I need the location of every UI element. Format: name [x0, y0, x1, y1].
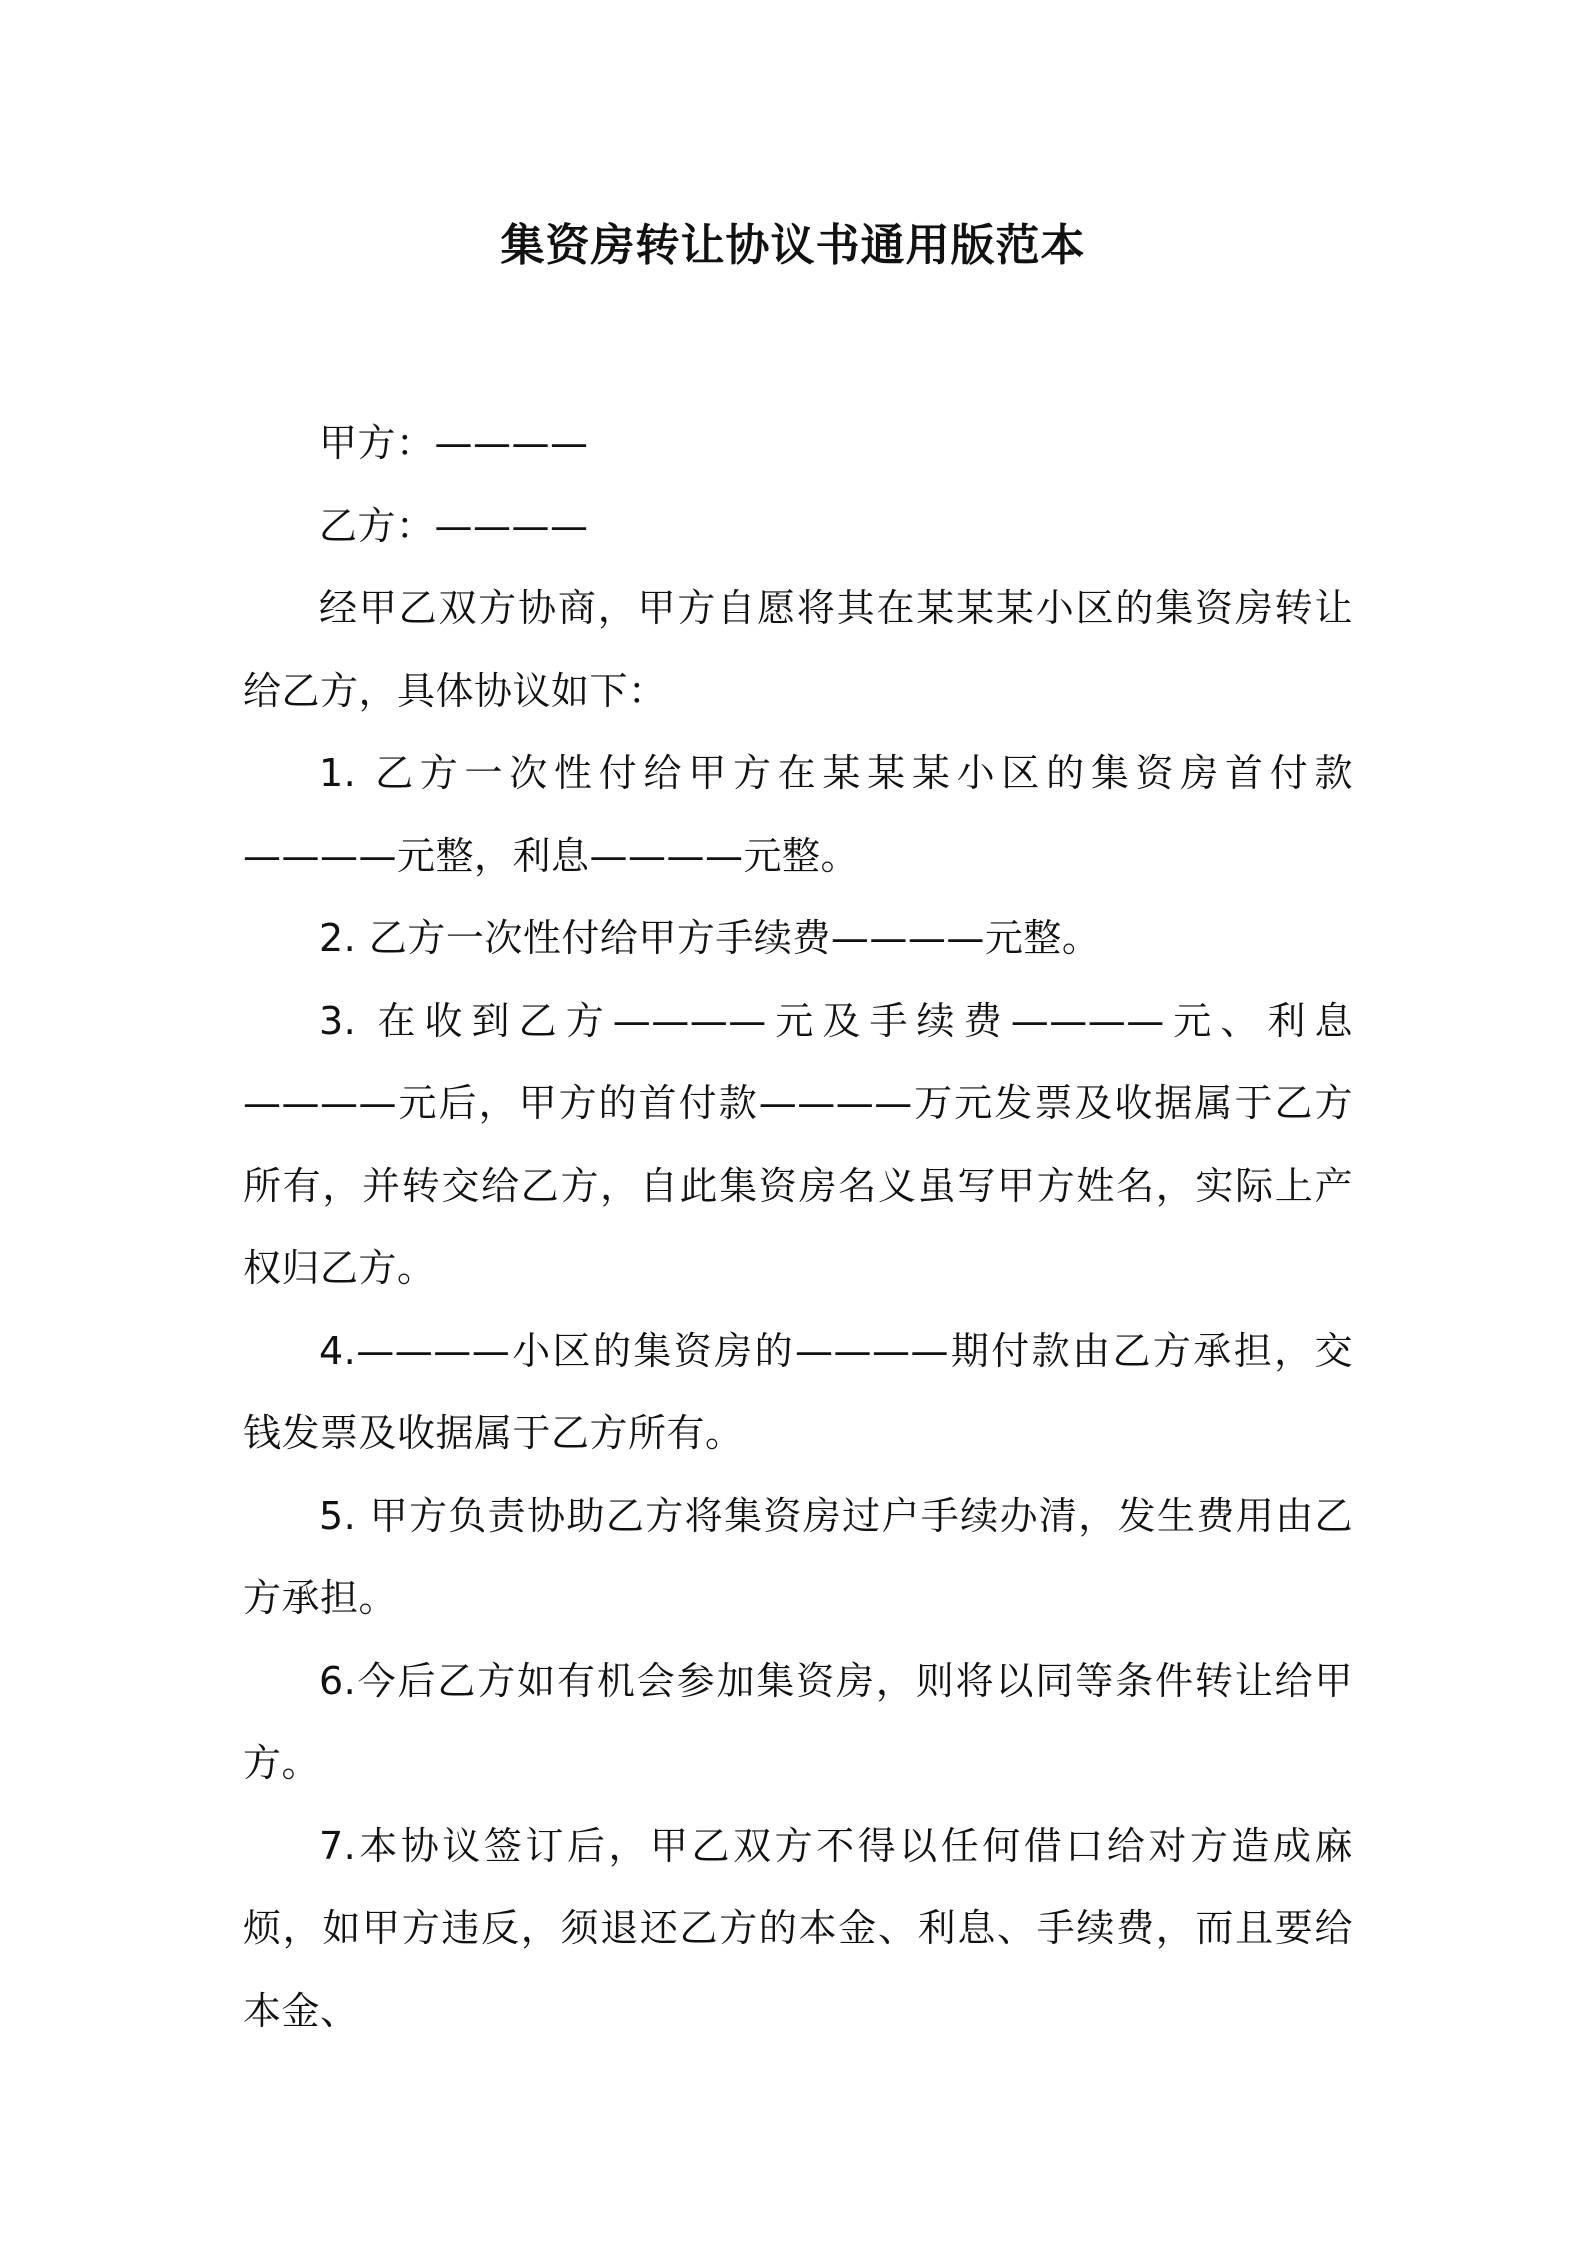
clause-5: 5. 甲方负责协助乙方将集资房过户手续办清，发生费用由乙方承担。 [243, 1493, 1353, 1620]
clause-1: 1. 乙方一次性付给甲方在某某某小区的集资房首付款————元整，利息————元整。 [243, 751, 1353, 878]
document-body [243, 402, 1353, 2052]
clause-7: 7.本协议签订后，甲乙双方不得以任何借口给对方造成麻烦，如甲方违反，须退还乙方的本金、利息、手续费，而且要给本金、 [243, 1823, 1353, 2033]
document-title: 集资房转让协议书通用版范本 [500, 220, 1086, 271]
clause-3: 3. 在收到乙方————元及手续费————元、利息————元后，甲方的首付款————万元发票及收据属于乙方所有，并转交给乙方，自此集资房名义虽写甲方姓名，实际上产权归乙方。 [243, 998, 1353, 1290]
party-b-line: 乙方：———— [319, 503, 589, 548]
clause-2: 2. 乙方一次性付给甲方手续费————元整。 [319, 916, 1101, 960]
clause-4: 4.————小区的集资房的————期付款由乙方承担，交钱发票及收据属于乙方所有。 [243, 1328, 1353, 1455]
intro-paragraph: 经甲乙双方协商，甲方自愿将其在某某某小区的集资房转让给乙方，具体协议如下： [243, 586, 1353, 713]
party-a-line: 甲方：———— [319, 421, 589, 465]
clause-6: 6.今后乙方如有机会参加集资房，则将以同等条件转让给甲方。 [243, 1658, 1353, 1785]
